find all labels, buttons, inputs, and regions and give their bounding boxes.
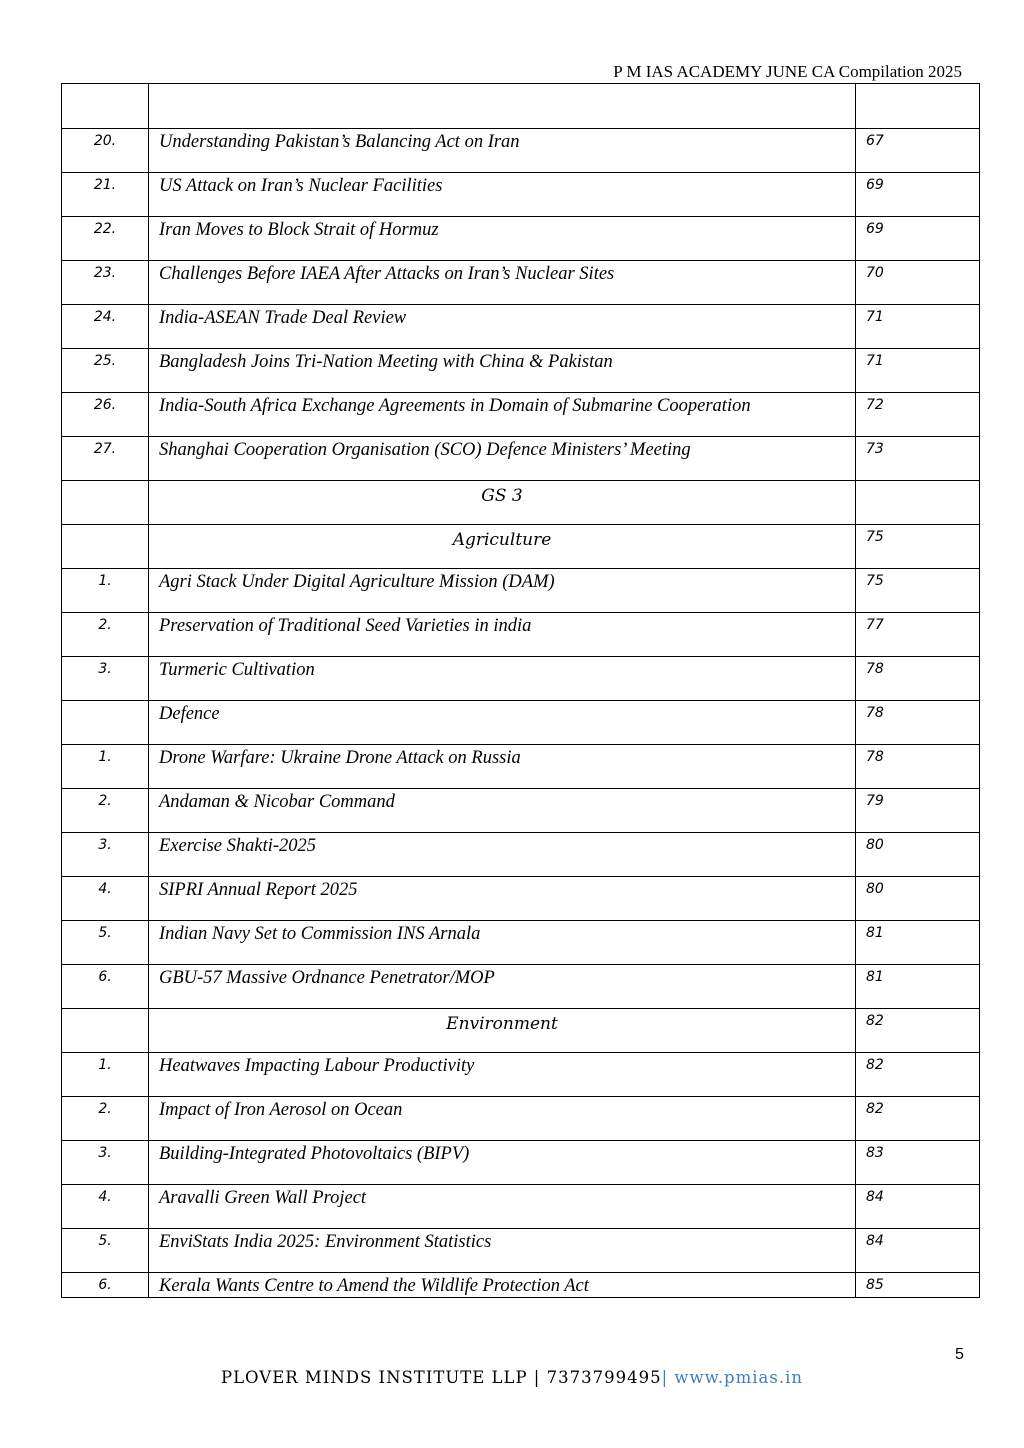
- toc-row: [62, 1141, 980, 1185]
- toc-row-page: 77: [856, 613, 980, 657]
- toc-row-page: 69: [856, 217, 980, 261]
- toc-row-number: 5.: [62, 921, 149, 965]
- toc-row-title: India-South Africa Exchange Agreements in Domain of Submarine Cooperation: [149, 393, 856, 437]
- toc-row: [62, 84, 980, 129]
- toc-row-page: 79: [856, 789, 980, 833]
- toc-row-title: Understanding Pakistan’s Balancing Act on Iran: [149, 129, 856, 173]
- toc-row-title: US Attack on Iran’s Nuclear Facilities: [149, 173, 856, 217]
- toc-row-number: 3.: [62, 833, 149, 877]
- toc-row: [62, 1053, 980, 1097]
- page-header-title: P M IAS ACADEMY JUNE CA Compilation 2025: [613, 62, 962, 81]
- toc-row-page: 82: [856, 1009, 980, 1053]
- toc-row-page: 80: [856, 877, 980, 921]
- toc-row-number: 6.: [62, 1273, 149, 1298]
- toc-row-page: [856, 84, 980, 129]
- toc-row-page: 78: [856, 657, 980, 701]
- toc-row-title: India-ASEAN Trade Deal Review: [149, 305, 856, 349]
- toc-row-title: Defence: [149, 701, 856, 745]
- toc-row: [62, 129, 980, 173]
- toc-row-number: 25.: [62, 349, 149, 393]
- toc-row-title: Impact of Iron Aerosol on Ocean: [149, 1097, 856, 1141]
- toc-row-title: Exercise Shakti-2025: [149, 833, 856, 877]
- toc-row-number: 22.: [62, 217, 149, 261]
- toc-row: [62, 745, 980, 789]
- toc-row-page: 82: [856, 1053, 980, 1097]
- toc-row: [62, 833, 980, 877]
- toc-row-title: GS 3: [149, 481, 856, 525]
- toc-row-title: Agriculture: [149, 525, 856, 569]
- toc-row-number: 4.: [62, 877, 149, 921]
- toc-row-number: 4.: [62, 1185, 149, 1229]
- toc-row-number: 27.: [62, 437, 149, 481]
- toc-row: [62, 965, 980, 1009]
- toc-row: [62, 569, 980, 613]
- toc-row-title: Shanghai Cooperation Organisation (SCO) Defence Ministers’ Meeting: [149, 437, 856, 481]
- toc-section-row: [62, 525, 980, 569]
- toc-row-number: 23.: [62, 261, 149, 305]
- toc-row-page: 78: [856, 745, 980, 789]
- toc-row-page: 81: [856, 965, 980, 1009]
- toc-row-page: 80: [856, 833, 980, 877]
- footer-org: PLOVER MINDS INSTITUTE LLP | 7373799495: [221, 1368, 662, 1387]
- toc-section-row: [62, 1009, 980, 1053]
- toc-row-number: 20.: [62, 129, 149, 173]
- toc-row-number: 1.: [62, 1053, 149, 1097]
- toc-row-number: 3.: [62, 1141, 149, 1185]
- toc-row: [62, 657, 980, 701]
- toc-row-number: 21.: [62, 173, 149, 217]
- toc-row-title: [149, 84, 856, 129]
- toc-row-number: 2.: [62, 789, 149, 833]
- toc-row: [62, 877, 980, 921]
- toc-row: [62, 1229, 980, 1273]
- toc-row-number: 6.: [62, 965, 149, 1009]
- toc-row: [62, 437, 980, 481]
- toc-row-page: 78: [856, 701, 980, 745]
- toc-row-title: Environment: [149, 1009, 856, 1053]
- toc-row: [62, 1185, 980, 1229]
- toc-row-title: Aravalli Green Wall Project: [149, 1185, 856, 1229]
- toc-row-page: 84: [856, 1229, 980, 1273]
- toc-row-number: 2.: [62, 1097, 149, 1141]
- toc-row-page: 72: [856, 393, 980, 437]
- toc-row-page: 75: [856, 525, 980, 569]
- toc-row: [62, 261, 980, 305]
- footer-website-link[interactable]: www.pmias.in: [668, 1368, 803, 1387]
- toc-row-title: Andaman & Nicobar Command: [149, 789, 856, 833]
- toc-row-page: 82: [856, 1097, 980, 1141]
- toc-row-title: Challenges Before IAEA After Attacks on Iran’s Nuclear Sites: [149, 261, 856, 305]
- toc-row-title: Bangladesh Joins Tri-Nation Meeting with China & Pakistan: [149, 349, 856, 393]
- toc-row-page: 81: [856, 921, 980, 965]
- toc-row-page: 71: [856, 305, 980, 349]
- toc-row-page: 69: [856, 173, 980, 217]
- toc-row: [62, 217, 980, 261]
- toc-row-page: 84: [856, 1185, 980, 1229]
- toc-row-number: 1.: [62, 745, 149, 789]
- toc-section-row: [62, 481, 980, 525]
- toc-row-page: 70: [856, 261, 980, 305]
- toc-row-number: [62, 481, 149, 525]
- toc-row: [62, 393, 980, 437]
- toc-row-title: EnviStats India 2025: Environment Statistics: [149, 1229, 856, 1273]
- toc-row-title: Building-Integrated Photovoltaics (BIPV): [149, 1141, 856, 1185]
- toc-row-page: 75: [856, 569, 980, 613]
- toc-row-title: Indian Navy Set to Commission INS Arnala: [149, 921, 856, 965]
- toc-row-title: Drone Warfare: Ukraine Drone Attack on Russia: [149, 745, 856, 789]
- toc-row: [62, 921, 980, 965]
- toc-row-page: 73: [856, 437, 980, 481]
- toc-row: [62, 173, 980, 217]
- toc-row-number: [62, 525, 149, 569]
- page-number: 5: [955, 1346, 964, 1363]
- toc-row-number: [62, 701, 149, 745]
- toc-row-title: GBU-57 Massive Ordnance Penetrator/MOP: [149, 965, 856, 1009]
- toc-row-page: 83: [856, 1141, 980, 1185]
- toc-row-page: 67: [856, 129, 980, 173]
- footer-separator: |: [661, 1368, 669, 1387]
- toc-row-title: Kerala Wants Centre to Amend the Wildlife Protection Act: [149, 1273, 856, 1298]
- toc-row: [62, 701, 980, 745]
- toc-row: [62, 1273, 980, 1298]
- toc-row-page: 71: [856, 349, 980, 393]
- toc-row-page: 85: [856, 1273, 980, 1298]
- toc-row-number: 2.: [62, 613, 149, 657]
- table-of-contents: [61, 83, 980, 1298]
- toc-row-number: 26.: [62, 393, 149, 437]
- toc-row: [62, 613, 980, 657]
- toc-row-title: Iran Moves to Block Strait of Hormuz: [149, 217, 856, 261]
- toc-row-title: Agri Stack Under Digital Agriculture Mission (DAM): [149, 569, 856, 613]
- toc-row-page: [856, 481, 980, 525]
- toc-row-title: Turmeric Cultivation: [149, 657, 856, 701]
- toc-row: [62, 1097, 980, 1141]
- toc-row-number: 3.: [62, 657, 149, 701]
- toc-row: [62, 305, 980, 349]
- toc-row: [62, 349, 980, 393]
- toc-row-number: [62, 1009, 149, 1053]
- toc-row-number: [62, 84, 149, 129]
- toc-row-number: 24.: [62, 305, 149, 349]
- page-footer: [0, 1368, 1024, 1387]
- toc-row-number: 1.: [62, 569, 149, 613]
- toc-row-title: SIPRI Annual Report 2025: [149, 877, 856, 921]
- toc-row-title: Heatwaves Impacting Labour Productivity: [149, 1053, 856, 1097]
- toc-row-number: 5.: [62, 1229, 149, 1273]
- toc-row: [62, 789, 980, 833]
- toc-row-title: Preservation of Traditional Seed Varieties in india: [149, 613, 856, 657]
- toc-body: [62, 84, 980, 1298]
